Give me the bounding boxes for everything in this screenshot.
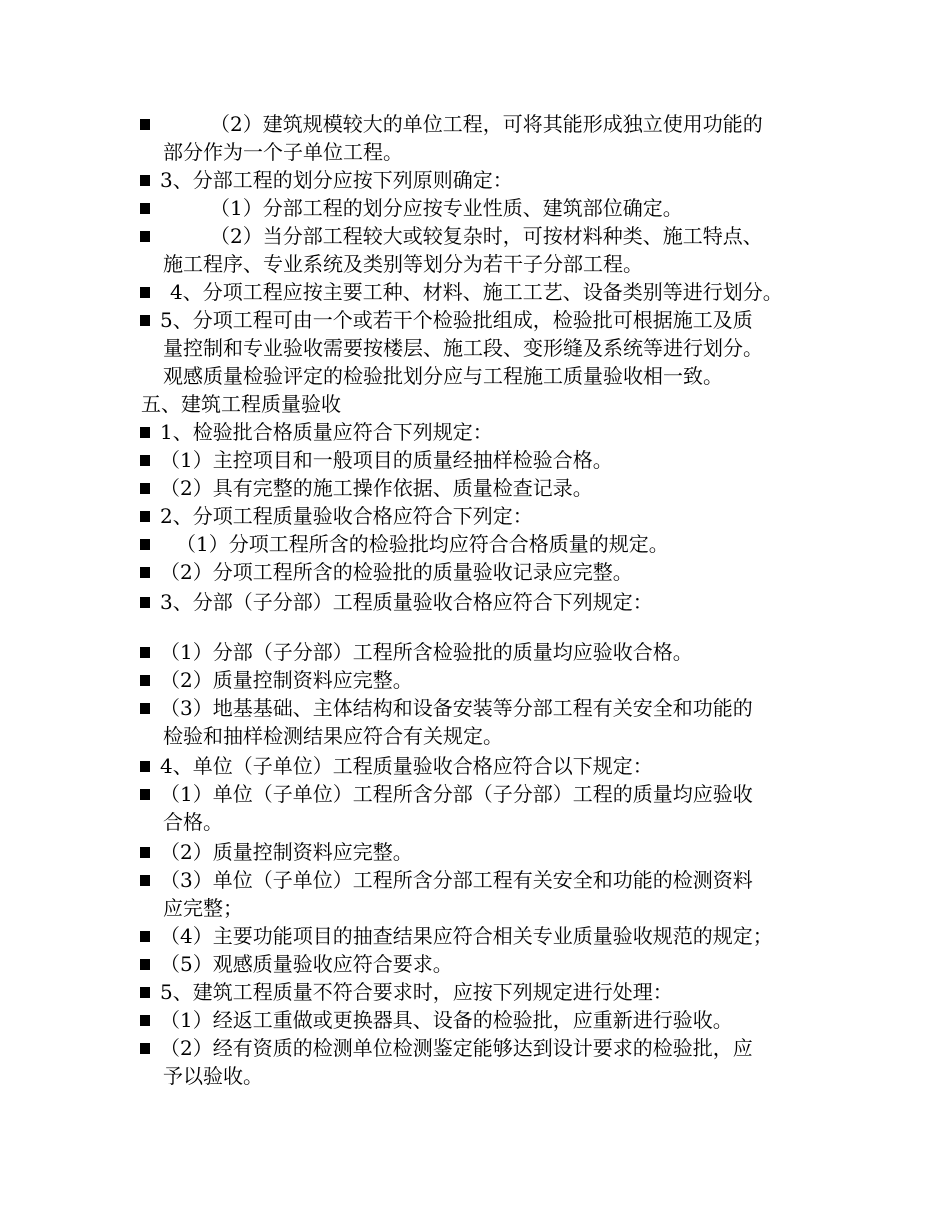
paragraph-text: （3）单位（子单位）工程所含分部工程有关安全和功能的检测资料	[160, 868, 753, 892]
square-bullet-icon	[140, 703, 150, 714]
paragraph-text: 合格。	[163, 810, 223, 834]
paragraph-text: （1）单位（子单位）工程所含分部（子分部）工程的质量均应验收	[160, 782, 753, 806]
paragraph-text: 观感质量检验评定的检验批划分应与工程施工质量验收相一致。	[163, 364, 723, 388]
paragraph-text: （2）具有完整的施工操作依据、质量检查记录。	[160, 476, 593, 500]
list-item-continuation	[0, 1061, 950, 1091]
list-item	[0, 751, 950, 781]
list-item-continuation	[0, 893, 950, 923]
square-bullet-icon	[140, 987, 150, 998]
paragraph-text: （1）主控项目和一般项目的质量经抽样检验合格。	[160, 448, 613, 472]
square-bullet-icon	[140, 119, 150, 130]
paragraph-text: 应完整；	[163, 896, 243, 920]
paragraph-text: 3、分部工程的划分应按下列原则确定：	[160, 168, 513, 192]
paragraph-text: （1）分项工程所含的检验批均应符合合格质量的规定。	[176, 532, 669, 556]
section-heading-text: 五、建筑工程质量验收	[141, 392, 341, 416]
list-item	[0, 865, 950, 895]
list-item	[0, 529, 950, 559]
paragraph-text: 3、分部（子分部）工程质量验收合格应符合下列规定：	[160, 590, 653, 614]
square-bullet-icon	[140, 455, 150, 466]
paragraph-text: 1、检验批合格质量应符合下列规定：	[160, 420, 493, 444]
list-item	[0, 221, 950, 251]
square-bullet-icon	[140, 483, 150, 494]
list-item-continuation	[0, 333, 950, 363]
square-bullet-icon	[140, 231, 150, 242]
list-item	[0, 587, 950, 617]
paragraph-text: （2）建筑规模较大的单位工程，可将其能形成独立使用功能的	[210, 112, 763, 136]
list-item	[0, 193, 950, 223]
square-bullet-icon	[140, 287, 150, 298]
square-bullet-icon	[140, 175, 150, 186]
paragraph-text: 4、分项工程应按主要工种、材料、施工工艺、设备类别等进行划分。	[170, 280, 783, 304]
paragraph-text: （2）质量控制资料应完整。	[160, 668, 413, 692]
list-item-continuation	[0, 807, 950, 837]
square-bullet-icon	[140, 675, 150, 686]
list-item-continuation	[0, 361, 950, 391]
list-item	[0, 921, 950, 951]
list-item	[0, 557, 950, 587]
list-item-continuation	[0, 721, 950, 751]
list-item	[0, 693, 950, 723]
square-bullet-icon	[140, 203, 150, 214]
paragraph-text: （2）当分部工程较大或较复杂时，可按材料种类、施工特点、	[210, 224, 763, 248]
square-bullet-icon	[140, 315, 150, 326]
square-bullet-icon	[140, 539, 150, 550]
paragraph-text: 部分作为一个子单位工程。	[163, 140, 403, 164]
square-bullet-icon	[140, 959, 150, 970]
square-bullet-icon	[140, 1015, 150, 1026]
list-item	[0, 445, 950, 475]
paragraph-text: （1）经返工重做或更换器具、设备的检验批，应重新进行验收。	[160, 1008, 733, 1032]
paragraph-text: 检验和抽样检测结果应符合有关规定。	[163, 724, 503, 748]
paragraph-text: （4）主要功能项目的抽查结果应符合相关专业质量验收规范的规定；	[160, 924, 773, 948]
square-bullet-icon	[140, 789, 150, 800]
list-item	[0, 665, 950, 695]
list-item	[0, 1033, 950, 1063]
paragraph-text: 施工程序、专业系统及类别等划分为若干子分部工程。	[163, 252, 643, 276]
paragraph-text: （2）质量控制资料应完整。	[160, 840, 413, 864]
paragraph-text: （1）分部工程的划分应按专业性质、建筑部位确定。	[210, 196, 683, 220]
square-bullet-icon	[140, 1043, 150, 1054]
paragraph-text: 2、分项工程质量验收合格应符合下列定：	[160, 504, 533, 528]
list-item	[0, 501, 950, 531]
paragraph-text: 5、分项工程可由一个或若干个检验批组成，检验批可根据施工及质	[160, 308, 753, 332]
list-item-continuation	[0, 249, 950, 279]
square-bullet-icon	[140, 931, 150, 942]
list-item	[0, 977, 950, 1007]
paragraph-text: （3）地基基础、主体结构和设备安装等分部工程有关安全和功能的	[160, 696, 753, 720]
list-item	[0, 277, 950, 307]
square-bullet-icon	[140, 875, 150, 886]
paragraph-text: （2）分项工程所含的检验批的质量验收记录应完整。	[160, 560, 633, 584]
square-bullet-icon	[140, 511, 150, 522]
square-bullet-icon	[140, 567, 150, 578]
list-item	[0, 109, 950, 139]
list-item	[0, 1005, 950, 1035]
list-item	[0, 417, 950, 447]
paragraph-text: 5、建筑工程质量不符合要求时，应按下列规定进行处理：	[160, 980, 673, 1004]
paragraph-text: 量控制和专业验收需要按楼层、施工段、变形缝及系统等进行划分。	[163, 336, 763, 360]
paragraph-text: （5）观感质量验收应符合要求。	[160, 952, 453, 976]
list-item-continuation	[0, 137, 950, 167]
square-bullet-icon	[140, 427, 150, 438]
square-bullet-icon	[140, 647, 150, 658]
section-heading	[0, 389, 950, 419]
square-bullet-icon	[140, 597, 150, 608]
list-item	[0, 779, 950, 809]
list-item	[0, 637, 950, 667]
paragraph-text: （1）分部（子分部）工程所含检验批的质量均应验收合格。	[160, 640, 693, 664]
paragraph-text: （2）经有资质的检测单位检测鉴定能够达到设计要求的检验批，应	[160, 1036, 753, 1060]
list-item	[0, 165, 950, 195]
list-item	[0, 473, 950, 503]
paragraph-text: 4、单位（子单位）工程质量验收合格应符合以下规定：	[160, 754, 653, 778]
square-bullet-icon	[140, 761, 150, 772]
square-bullet-icon	[140, 847, 150, 858]
list-item	[0, 305, 950, 335]
paragraph-text: 予以验收。	[163, 1064, 263, 1088]
list-item	[0, 949, 950, 979]
list-item	[0, 837, 950, 867]
